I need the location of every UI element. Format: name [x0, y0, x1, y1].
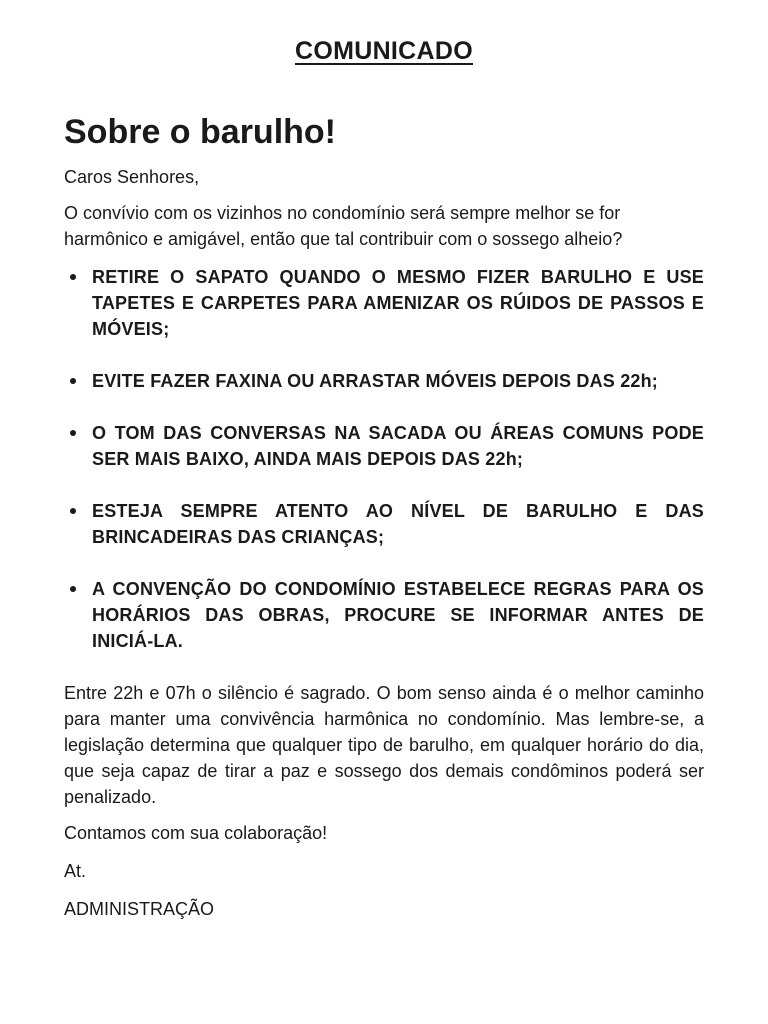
bullet-icon [70, 274, 76, 280]
list-item [64, 264, 704, 342]
rule-text: A CONVENÇÃO DO CONDOMÍNIO ESTABELECE REGRAS PARA OS HORÁRIOS DAS OBRAS, PROCURE SE INFORMAR ANTES DE INICIÁ-LA. [92, 579, 704, 651]
list-item [64, 498, 704, 550]
closing-paragraph: Entre 22h e 07h o silêncio é sagrado. O bom senso ainda é o melhor caminho para manter uma convivência harmônica no condomínio. Mas lembre-se, a legislação determina que qualquer tipo de barulho, em qualquer horário do dia, que seja capaz de tirar a paz e sossego dos demais condôminos poderá ser penalizado. [64, 683, 704, 807]
rule-text: RETIRE O SAPATO QUANDO O MESMO FIZER BARULHO E USE TAPETES E CARPETES PARA AMENIZAR OS RÚIDOS DE PASSOS E MÓVEIS; [92, 267, 704, 339]
bullet-icon [70, 430, 76, 436]
rule-text: EVITE FAZER FAXINA OU ARRASTAR MÓVEIS DEPOIS DAS 22h; [92, 371, 658, 391]
thanks-line: Contamos com sua colaboração! [64, 823, 328, 843]
bullet-icon [70, 508, 76, 514]
list-item [64, 420, 704, 472]
rules-list [64, 264, 704, 654]
document-header: COMUNICADO [295, 37, 473, 65]
rule-text: ESTEJA SEMPRE ATENTO AO NÍVEL DE BARULHO E DAS BRINCADEIRAS DAS CRIANÇAS; [92, 501, 704, 547]
list-item [64, 576, 704, 654]
document-title: Sobre o barulho! [64, 113, 336, 151]
list-item [64, 368, 704, 394]
bullet-icon [70, 586, 76, 592]
attention-line: At. [64, 861, 87, 881]
bullet-icon [70, 378, 76, 384]
intro-paragraph: O convívio com os vizinhos no condomínio será sempre melhor se for harmônico e amigável, então que tal contribuir com o sossego alheio? [64, 203, 623, 249]
greeting: Caros Senhores, [64, 167, 200, 187]
rule-text: O TOM DAS CONVERSAS NA SACADA OU ÁREAS COMUNS PODE SER MAIS BAIXO, AINDA MAIS DEPOIS DAS 22h; [92, 423, 704, 469]
signature: ADMINISTRAÇÃO [64, 899, 215, 919]
